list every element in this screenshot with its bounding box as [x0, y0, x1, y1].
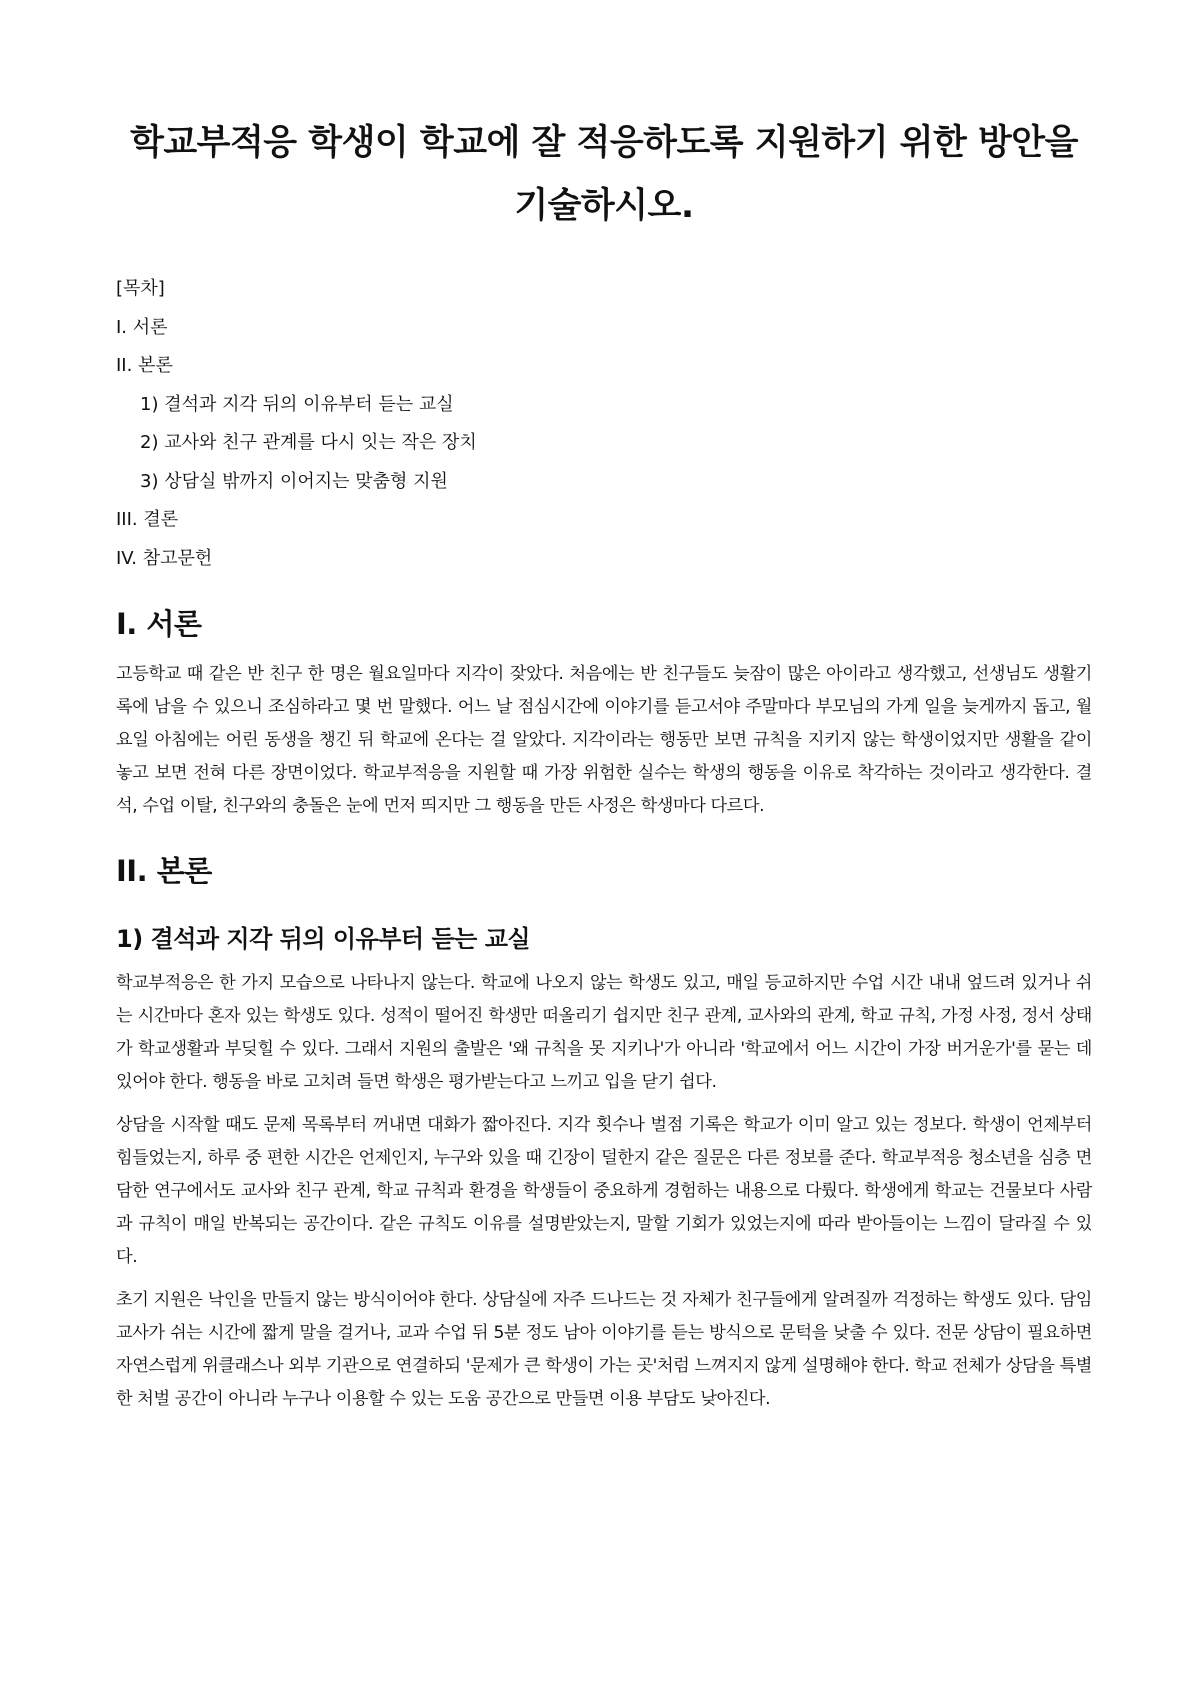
section-heading-body: II. 본론 [116, 854, 212, 888]
toc-item-intro: I. 서론 [116, 316, 168, 338]
toc-item-references: IV. 참고문헌 [116, 547, 213, 569]
table-of-contents [116, 270, 1092, 578]
toc-item-body: II. 본론 [116, 355, 173, 376]
document-title: 학교부적응 학생이 학교에 잘 적응하도록 지원하기 위한 방안을 기술하시오. [130, 123, 1078, 226]
toc-item-body-2: 2) 교사와 친구 관계를 다시 잇는 작은 장치 [140, 432, 477, 453]
subsection-heading-1: 1) 결석과 지각 뒤의 이유부터 듣는 교실 [116, 925, 531, 953]
body-paragraph-3: 초기 지원은 낙인을 만들지 않는 방식이어야 한다. 상담실에 자주 드나드는 것 자체가 친구들에게 알려질까 걱정하는 학생도 있다. 담임교사가 쉬는 시간에 짧게 말을 걸거나, 교과 수업 뒤 5분 정도 남아 이야기를 듣는 방식으로 문턱을 낮출 수 있다. 전문 상담이 필요하면 자연스럽게 위클래스나 외부 기관으로 연결하되 '문제가 큰 학생이 가는 곳'처럼 느껴지지 않게 설명해야 한다. 학교 전체가 상담을 특별한 처벌 공간이 아니라 누구나 이용할 수 있는 도움 공간으로 만들면 이용 부담도 낮아진다. [116, 1290, 1092, 1409]
section-heading-intro: I. 서론 [116, 607, 202, 641]
body-paragraph-2: 상담을 시작할 때도 문제 목록부터 꺼내면 대화가 짧아진다. 지각 횟수나 벌점 기록은 학교가 이미 알고 있는 정보다. 학생이 언제부터 힘들었는지, 하루 중 편한 시간은 언제인지, 누구와 있을 때 긴장이 덜한지 같은 질문은 다른 정보를 준다. 학교부적응 청소년을 심층 면담한 연구에서도 교사와 친구 관계, 학교 규칙과 환경을 학생들이 중요하게 경험하는 내용으로 다뤘다. 학생에게 학교는 건물보다 사람과 규칙이 매일 반복되는 공간이다. 같은 규칙도 이유를 설명받았는지, 말할 기회가 있었는지에 따라 받아들이는 느낌이 달라질 수 있다. [116, 1115, 1092, 1267]
toc-item-body-3: 3) 상담실 밖까지 이어지는 맞춤형 지원 [140, 470, 448, 492]
intro-paragraph: 고등학교 때 같은 반 친구 한 명은 월요일마다 지각이 잦았다. 처음에는 반 친구들도 늦잠이 많은 아이라고 생각했고, 선생님도 생활기록에 남을 수 있으니 조심하라고 몇 번 말했다. 어느 날 점심시간에 이야기를 듣고서야 주말마다 부모님의 가게 일을 늦게까지 돕고, 월요일 아침에는 어린 동생을 챙긴 뒤 학교에 온다는 걸 알았다. 지각이라는 행동만 보면 규칙을 지키지 않는 학생이었지만 생활을 같이 놓고 보면 전혀 다른 장면이었다. 학교부적응을 지원할 때 가장 위험한 실수는 학생의 행동을 이유로 착각하는 것이라고 생각한다. 결석, 수업 이탈, 친구와의 충돌은 눈에 먼저 띄지만 그 행동을 만든 사정은 학생마다 다르다. [116, 664, 1092, 816]
toc-item-conclusion: III. 결론 [116, 509, 179, 530]
body-paragraph-1: 학교부적응은 한 가지 모습으로 나타나지 않는다. 학교에 나오지 않는 학생도 있고, 매일 등교하지만 수업 시간 내내 엎드려 있거나 쉬는 시간마다 혼자 있는 학생도 있다. 성적이 떨어진 학생만 떠올리기 쉽지만 친구 관계, 교사와의 관계, 학교 규칙, 가정 사정, 정서 상태가 학교생활과 부딪힐 수 있다. 그래서 지원의 출발은 '왜 규칙을 못 지키나'가 아니라 '학교에서 어느 시간이 가장 버거운가'를 묻는 데 있어야 한다. 행동을 바로 고치려 들면 학생은 평가받는다고 느끼고 입을 닫기 쉽다. [116, 973, 1092, 1092]
toc-heading: [목차] [116, 278, 165, 299]
toc-item-body-1: 1) 결석과 지각 뒤의 이유부터 듣는 교실 [140, 393, 454, 415]
